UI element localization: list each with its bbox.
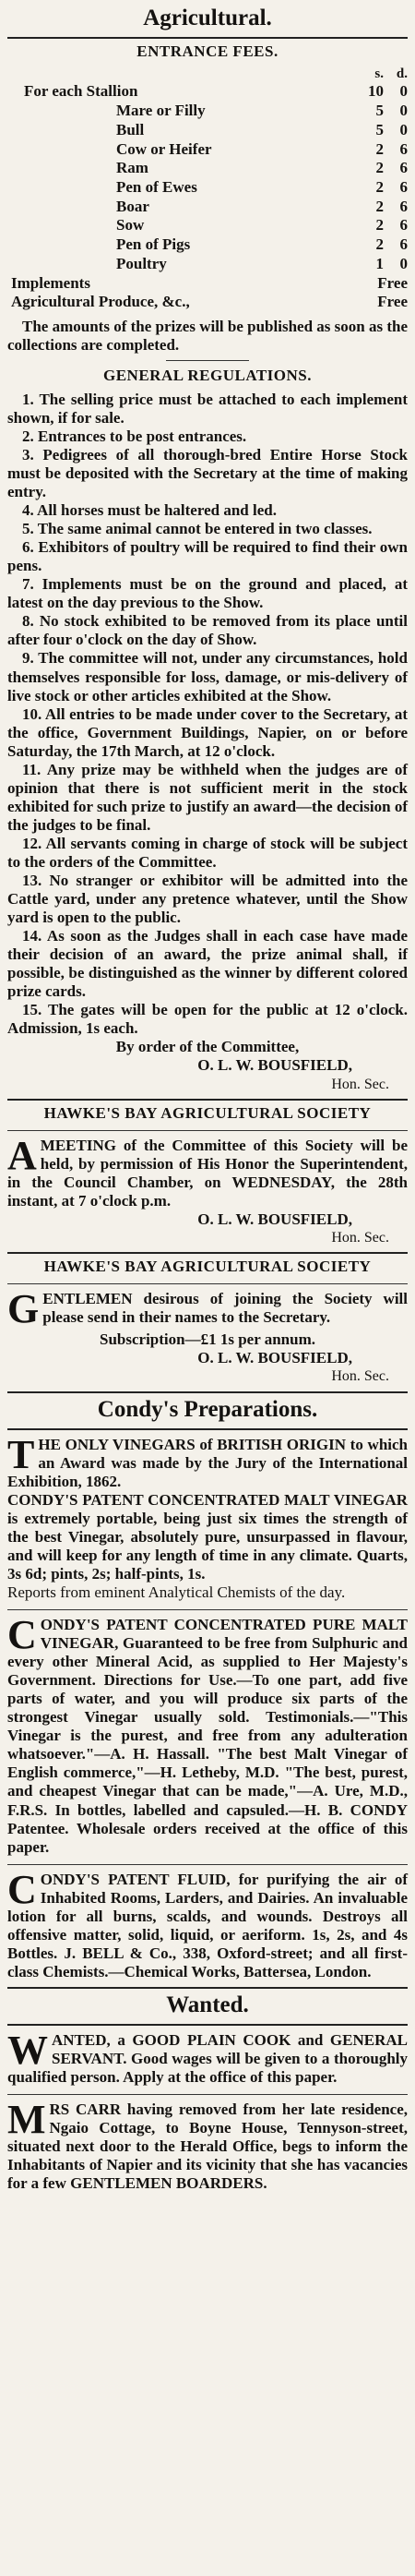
fee-label: Bull [116,120,145,138]
fee-row [7,121,408,140]
fee-label: Sow [116,216,145,235]
fee-shillings: 10 [368,82,384,101]
fee-pence: 0 [399,102,408,120]
condys-ad-malt-vinegar [7,1612,408,1857]
signature-title: Hon. Sec. [331,1230,389,1246]
divider [7,1428,408,1430]
fee-row [7,82,408,102]
fee-row [7,140,408,160]
fee-label: Pen of Pigs [116,235,191,254]
fee-pence: 6 [399,197,408,215]
fee-row [7,178,408,198]
regulations-heading: GENERAL REGULATIONS. [102,367,312,385]
regulation-item: 4. All horses must be haltered and led. [22,501,277,520]
ad-paragraph: Reports from eminent Analytical Chemists of the day. [7,1583,346,1602]
fee-row [7,198,408,217]
prizes-note: The amounts of the prizes will be published as soon as the collections are completed. [7,318,408,355]
hbas-members-notice [7,1285,408,1386]
section-heading-condys: Condy's Preparations. [97,1396,318,1422]
divider [166,360,249,361]
entrance-fees-heading: ENTRANCE FEES. [136,42,279,60]
regulation-item: 1. The selling price must be attached to each implement shown, if for sale. [7,390,408,427]
fee-pence: 6 [399,139,408,158]
regulation-item: 14. As soon as the Judges shall in each case have made their decision of an award, the prize animal shall, if possible, be distinguished as the winner by different colored prize cards. [7,927,408,1001]
regulations-list [7,391,408,1039]
fee-shillings: 2 [375,139,384,158]
fee-pence: 0 [399,82,408,101]
fee-pence: 6 [399,216,408,235]
drop-cap: M [7,2097,46,2143]
regulation-item: 9. The committee will not, under any circumstances, hold themselves responsible for loss, damage, or mis-delivery of live stock or other articles exhibited at the Show. [7,649,408,704]
fee-pence: 6 [399,235,408,254]
regulation-item: 8. No stock exhibited to be removed from its place until after four o'clock on the day of Show. [7,612,408,649]
hbas-members-heading: HAWKE'S BAY AGRICULTURAL SOCIETY [43,1258,372,1276]
drop-cap: T [7,1431,35,1477]
fee-free: Free [377,293,408,311]
regulation-item: 15. The gates will be open for the public at 12 o'clock. Admission, 1s each. [7,1001,408,1038]
fee-shillings: 2 [375,159,384,177]
fee-row [7,255,408,274]
hbas-meeting-heading: HAWKE'S BAY AGRICULTURAL SOCIETY [43,1104,372,1123]
subscription-line: Subscription—£1 1s per annum. [100,1330,315,1349]
condys-ad-fluid [7,1866,408,1981]
fee-row [7,216,408,235]
fee-label: Agricultural Produce, &c., [11,293,190,311]
divider [7,1864,408,1865]
wanted-ad-cook [7,2027,408,2087]
regulation-item: 6. Exhibitors of poultry will be required to find their own pens. [7,538,408,575]
fee-label: Cow or Heifer [116,139,212,158]
notice-body: MEETING of the Committee of this Society will be held, by permission of His Honor the Superintendent, in the Council Chamber, on WEDNESDAY, the 28th instant, at 7 o'clock p.m. [7,1136,408,1210]
fee-pence: 0 [399,254,408,272]
drop-cap: W [7,2027,48,2073]
fee-row [7,102,408,121]
divider [7,37,408,39]
fee-shillings: 1 [375,254,384,272]
ad-body: ONDY'S PATENT FLUID, for purifying the air of Inhabited Rooms, Larders, and Dairies. An invaluable lotion for all burns, scalds, and wounds. Destroys all offensive matter, solid, liquid, or aeriform. 1s, 2s, and 4s Bottles. J. BELL & Co., 338, Oxford-street; and all first-class Chemists.—Chemical Works, Battersea, London. [7,1870,408,1980]
fee-pence: 6 [399,178,408,197]
ad-body: HE ONLY VINEGARS of BRITISH ORIGIN to which an Award was made by the Jury of the International Exhibition, 1862. [7,1435,408,1490]
fee-row [7,235,408,255]
fee-free: Free [377,273,408,292]
notice-body: ENTLEMEN desirous of joining the Society will please send in their names to the Secretary. [42,1289,408,1326]
regulation-item: 3. Pedigrees of all thorough-bred Entire Horse Stock must be deposited with the Secretary at the time of making entry. [7,445,408,501]
drop-cap: G [7,1285,40,1331]
condys-ad-vinegars [7,1431,408,1602]
fee-label: Mare or Filly [116,102,206,120]
fee-label: Poultry [116,254,167,272]
divider [7,2024,408,2026]
fee-label: Implements [11,273,90,292]
divider [7,1252,408,1254]
divider [7,1609,408,1610]
fee-row [7,159,408,178]
fee-label: For each Stallion [24,82,138,101]
ad-paragraph: CONDY'S PATENT CONCENTRATED MALT VINEGAR is extremely portable, being just six times the strength of the best Vinegar, absolutely pure, unsurpassed in flavour, and will keep for any length of time in any climate. Quarts, 3s 6d; pints, 2s; half-pints, 1s. [7,1490,408,1583]
col-header-pence: d. [396,66,408,82]
signature: O. L. W. BOUSFIELD, [197,1056,352,1075]
fee-shillings: 2 [375,197,384,215]
fee-shillings: 2 [375,178,384,197]
signature-title: Hon. Sec. [331,1076,389,1092]
fee-pence: 0 [399,120,408,138]
signature-title: Hon. Sec. [331,1368,389,1385]
fee-label: Boar [116,197,149,215]
divider [7,1099,408,1101]
fee-shillings: 2 [375,235,384,254]
fee-shillings: 2 [375,216,384,235]
divider [7,1987,408,1989]
regulation-item: 10. All entries to be made under cover to the Secretary, at the office, Government Buildings, Napier, on or before Saturday, the 17th March, at 12 o'clock. [7,704,408,760]
regulation-item: 12. All servants coming in charge of stock will be subject to the orders of the Committee. [7,834,408,871]
drop-cap: A [7,1132,37,1178]
fee-shillings: 5 [375,102,384,120]
fee-label: Ram [116,159,148,177]
ad-body: ONDY'S PATENT CONCENTRATED PURE MALT VINEGAR, Guaranteed to be free from Sulphuric and every other Mineral Acid, as supplied to Her Majesty's Government. Directions for Use.—To one part, add five parts of water, and you will produce six parts of the strongest Vinegar usually sold. Testimonials.—"This Vinegar is the purest, and free from any adulteration whatsoever."—A. H. Hassall. "The best Malt Vinegar of English commerce,"—H. Letheby, M.D. "The best, purest, and cheapest Vinegar that can be made,"—A. Ure, M.D., F.R.S. In bottles, labelled and capsuled.—H. B. CONDY Patentee. Wholesale orders received at the office of this paper. [7,1616,408,1856]
drop-cap: C [7,1612,37,1658]
regulation-item: 11. Any prize may be withheld when the judges are of opinion that there is not sufficient merit in the stock exhibited for such prize to justify an award—the decision of the judges to be final. [7,760,408,834]
ad-body: ANTED, a GOOD PLAIN COOK and GENERAL SERVANT. Good wages will be given to a thoroughly qualified person. Apply at the office of this paper. [7,2030,408,2087]
signature: O. L. W. BOUSFIELD, [197,1349,352,1367]
hbas-meeting-notice [7,1132,408,1247]
fee-row-produce [7,293,408,312]
section-heading-agricultural: Agricultural. [143,6,272,30]
wanted-ad-boarders [7,2097,408,2193]
section-heading-wanted: Wanted. [166,1992,249,2017]
fee-row-implements [7,274,408,294]
divider [7,1130,408,1131]
fee-label: Pen of Ewes [116,178,197,197]
divider [7,1391,408,1393]
ad-body: RS CARR having removed from her late residence, Ngaio Cottage, to Boyne House, Tennyson-street, situated next door to the Herald Office, begs to inform the Inhabitants of Napier and its vicinity that she has vacancies for a few GENTLEMEN BOARDERS. [7,2101,408,2193]
signature: O. L. W. BOUSFIELD, [197,1210,352,1228]
drop-cap: C [7,1866,37,1912]
fee-pence: 6 [399,159,408,177]
col-header-shillings: s. [374,66,384,82]
by-order-line: By order of the Committee, [115,1038,300,1056]
entrance-fees-table [7,66,408,312]
regulation-item: 2. Entrances to be post entrances. [22,427,247,445]
regulation-item: 7. Implements must be on the ground and placed, at latest on the day previous to the Show. [7,575,408,612]
regulation-item: 13. No stranger or exhibitor will be admitted into the Cattle yard, under any pretence whatever, until the Show yard is open to the public. [7,872,408,927]
divider [7,2094,408,2095]
regulation-item: 5. The same animal cannot be entered in two classes. [22,520,373,538]
fee-shillings: 5 [375,120,384,138]
divider [7,1283,408,1284]
